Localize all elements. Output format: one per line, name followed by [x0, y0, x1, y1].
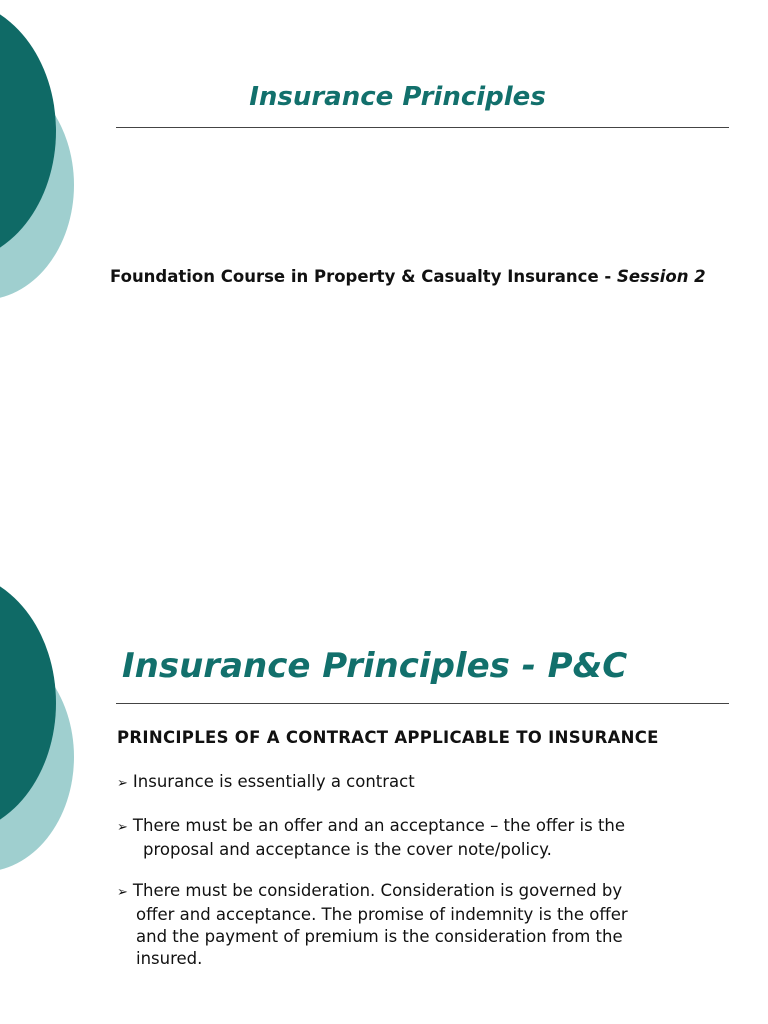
- bullet-text-continued: proposal and acceptance is the cover note/policy.: [143, 840, 552, 859]
- bullet-text-continued: and the payment of premium is the consideration from the: [136, 927, 623, 946]
- slide-2: [0, 512, 768, 1024]
- bullet-text-continued: offer and acceptance. The promise of indemnity is the offer: [136, 905, 628, 924]
- slide-title: Insurance Principles - P&C: [122, 646, 628, 686]
- bullet-text: There must be consideration. Consideration is governed by: [132, 881, 623, 900]
- title-divider: [116, 127, 729, 128]
- bullet-item: [117, 771, 717, 795]
- title-divider: [116, 703, 729, 704]
- slide-title: Insurance Principles: [249, 82, 546, 112]
- bullet-text: Insurance is essentially a contract: [132, 772, 415, 791]
- bullet-text-continued: insured.: [136, 949, 203, 968]
- arrow-bullet-icon: ➢: [117, 820, 128, 835]
- bullet-item: [117, 815, 717, 861]
- slide-subtitle: [110, 267, 750, 286]
- bullet-item: [117, 880, 717, 970]
- arrow-bullet-icon: ➢: [117, 776, 128, 791]
- arrow-bullet-icon: ➢: [117, 885, 128, 900]
- subtitle-session: Session 2: [616, 267, 706, 286]
- section-heading: PRINCIPLES OF A CONTRACT APPLICABLE TO INSURANCE: [117, 728, 659, 747]
- subtitle-course: Foundation Course in Property & Casualty Insurance -: [110, 267, 617, 286]
- bullet-text: There must be an offer and an acceptance – the offer is the: [132, 816, 626, 835]
